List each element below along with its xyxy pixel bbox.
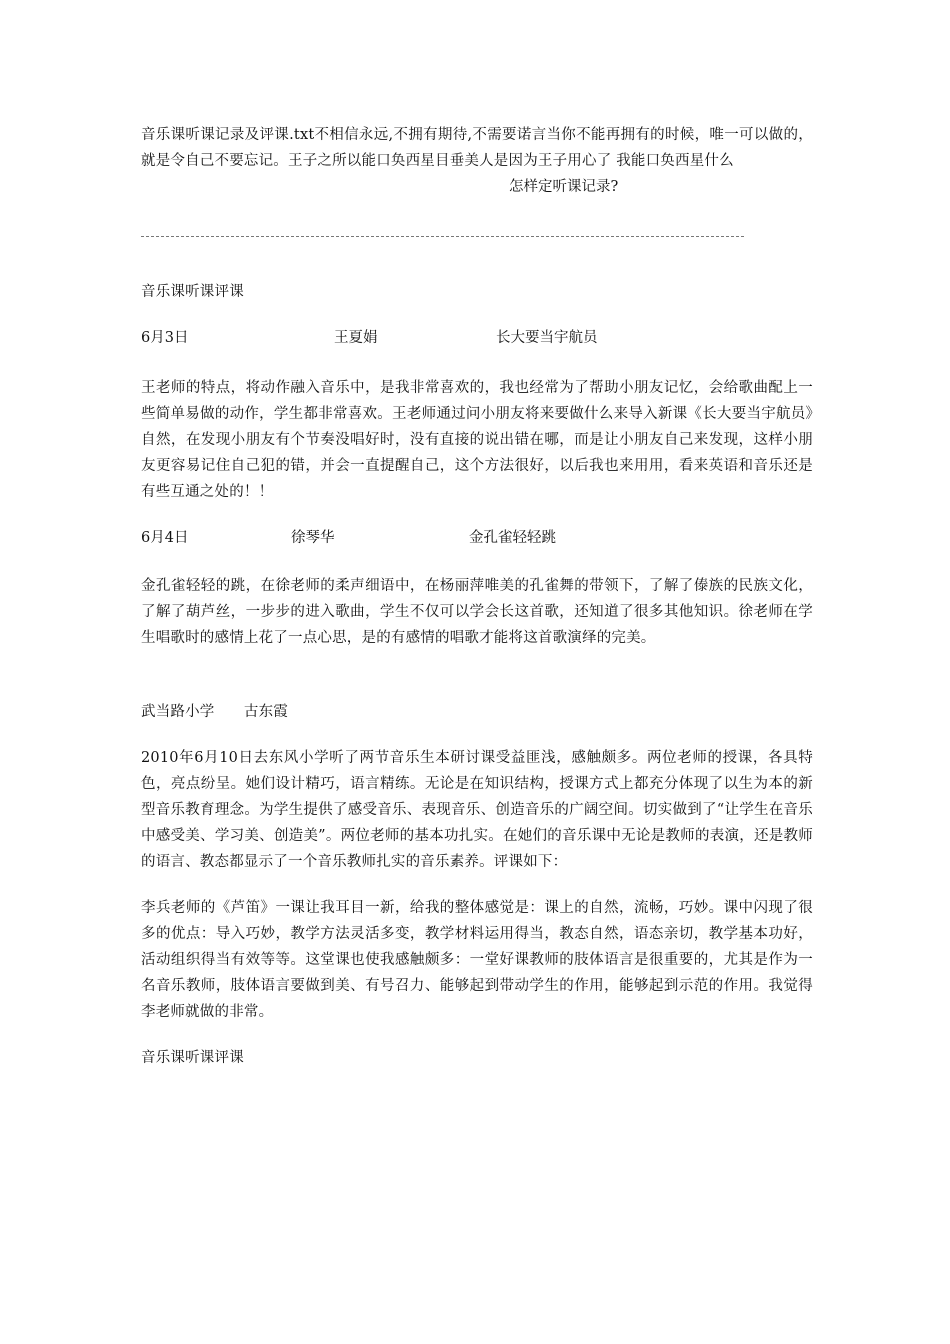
- entry-body-2: 金孔雀轻轻的跳，在徐老师的柔声细语中，在杨丽萍唯美的孔雀舞的带领下，了解了傣族的民族文化，了解了葫芦丝，一步步的进入歌曲，学生不仅可以学会长这首歌，还知道了很多其他知识。徐老师在学生唱歌时的感情上花了一点心思，是的有感情的唱歌才能将这首歌演绎的完美。: [141, 578, 813, 646]
- entry-date: 6月3日: [141, 330, 189, 346]
- entry-lesson: 金孔雀轻轻跳: [469, 530, 556, 546]
- entry-teacher: 王夏娟: [334, 330, 378, 346]
- entry-meta-1: [141, 325, 813, 351]
- footer-heading: 音乐课听课评课: [141, 1050, 244, 1066]
- paragraph: 2010年6月10日去东风小学听了两节音乐生本研讨课受益匪浅，感触颇多。两位老师的授课，各具特色，亮点纷呈。她们设计精巧，语言精练。无论是在知识结构，授课方式上都充分体现了以生为本的新型音乐教育理念。为学生提供了感受音乐、表现音乐、创造音乐的广阔空间。切实做到了“让学生在音乐中感受美、学习美、创造美”。两位老师的基本功扎实。在她们的音乐课中无论是教师的表演，还是教师的语言、教态都显示了一个音乐教师扎实的音乐素养。评课如下：: [141, 750, 813, 870]
- entry-meta-2: [141, 525, 813, 551]
- document-page: [141, 122, 813, 1071]
- paragraph: 李兵老师的《芦笛》一课让我耳目一新，给我的整体感觉是：课上的自然，流畅，巧妙。课中闪现了很多的优点：导入巧妙，教学方法灵活多变，教学材料运用得当，教态自然，语态亲切，教学基本功好，活动组织得当有效等等。这堂课也使我感触颇多：一堂好课教师的肢体语言是很重要的，尤其是作为一名音乐教师，肢体语言要做到美、有号召力、能够起到带动学生的作用，能够起到示范的作用。我觉得李老师就做的非常。: [141, 900, 813, 1020]
- section-heading: 音乐课听课评课: [141, 284, 244, 300]
- entry-lesson: 长大要当宇航员: [496, 330, 598, 346]
- intro-block: [141, 122, 813, 195]
- dashed-divider: [141, 236, 744, 239]
- entry-body-1: 王老师的特点，将动作融入音乐中，是我非常喜欢的，我也经常为了帮助小朋友记忆，会给歌曲配上一些简单易做的动作，学生都非常喜欢。王老师通过问小朋友将来要做什么来导入新课《长大要当宇航员》自然，在发现小朋友有个节奏没唱好时，没有直接的说出错在哪，而是让小朋友自己来发现，这样小朋友更容易记住自己犯的错，并会一直提醒自己，这个方法很好，以后我也来用用，看来英语和音乐还是有些互通之处的！！: [141, 380, 813, 500]
- author-line: 武当路小学 古东霞: [141, 704, 288, 720]
- intro-tail: 怎样定听课记录?: [509, 179, 619, 195]
- entry-teacher: 徐琴华: [291, 530, 335, 546]
- entry-date: 6月4日: [141, 530, 189, 546]
- intro-text: 音乐课听课记录及评课.txt不相信永远,不拥有期待,不需要诺言当你不能再拥有的时候，唯一可以做的，就是令自己不要忘记。王子之所以能口奂西星目垂美人是因为王子用心了 我能口奂西星什么: [141, 127, 813, 169]
